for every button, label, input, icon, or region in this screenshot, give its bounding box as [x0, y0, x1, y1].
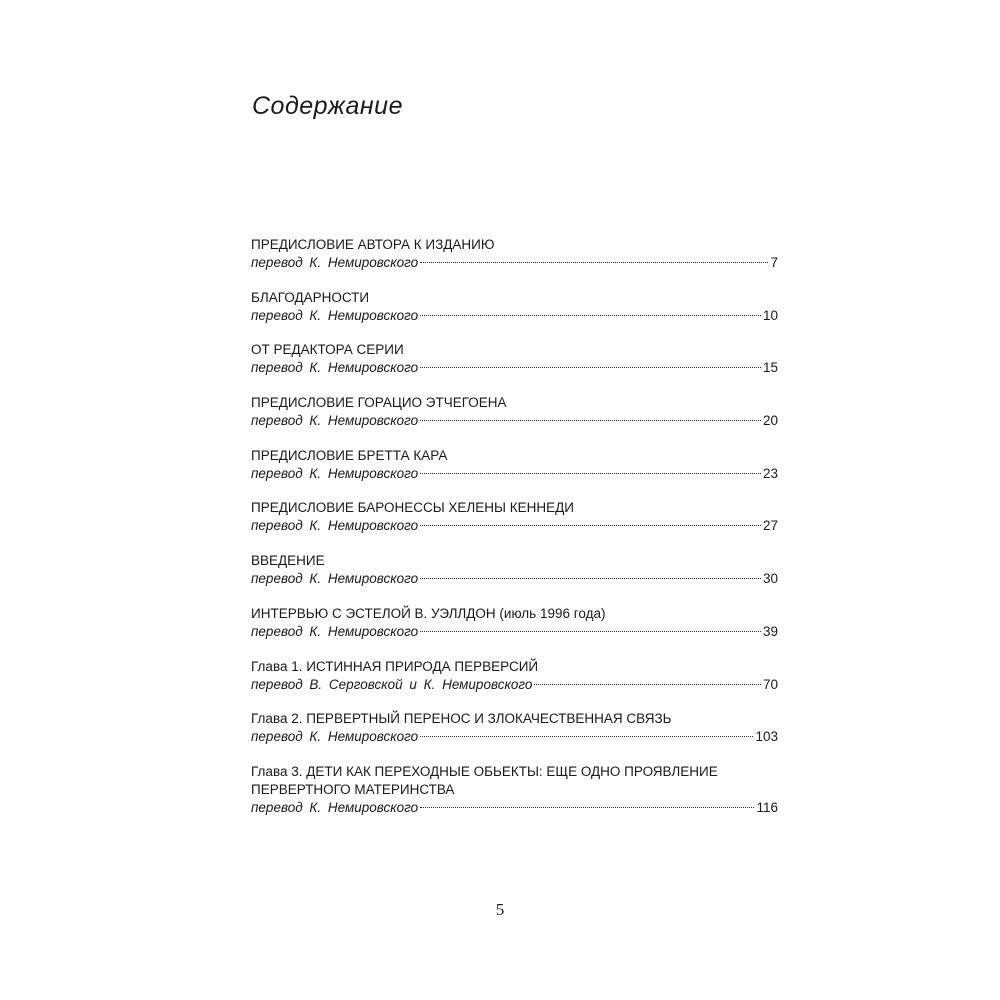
toc-entry	[251, 761, 778, 821]
dot-leader	[420, 473, 761, 474]
dot-leader	[420, 736, 753, 737]
toc-entry	[251, 708, 778, 761]
toc-entry-page: 27	[762, 518, 778, 534]
toc-entry-title: ИНТЕРВЬЮ С ЭСТЕЛОЙ В. УЭЛЛДОН (июль 1996 года)	[251, 605, 606, 621]
dot-leader	[534, 684, 761, 685]
toc-entry-row	[251, 570, 778, 588]
toc-entry-title: Глава 1. ИСТИННАЯ ПРИРОДА ПЕРВЕРСИЙ	[251, 658, 539, 674]
toc-entry-title: ПРЕДИСЛОВИЕ БРЕТТА КАРА	[251, 447, 448, 463]
dot-leader	[420, 262, 768, 263]
toc-entry-translator: перевод К. Немировского	[251, 623, 419, 639]
toc-entry-page: 10	[762, 307, 778, 323]
toc-entry-page: 39	[762, 623, 778, 639]
toc-entry-row	[251, 623, 778, 641]
dot-leader	[420, 315, 761, 316]
dot-leader	[420, 631, 761, 632]
toc-entry-title: ОТ РЕДАКТОРА СЕРИИ	[251, 342, 404, 358]
toc-entry-page: 103	[755, 729, 778, 745]
toc-entry-title: БЛАГОДАРНОСТИ	[251, 289, 370, 305]
toc-entry-translator: перевод К. Немировского	[251, 518, 419, 534]
toc-entry-row	[251, 799, 778, 817]
toc-entry-row	[251, 254, 778, 272]
dot-leader	[420, 807, 754, 808]
table-of-contents	[251, 234, 778, 821]
page-title: Содержание	[252, 92, 403, 120]
toc-entry-translator: перевод В. Серговской и К. Немировского	[251, 676, 533, 692]
toc-entry-row	[251, 728, 778, 746]
toc-entry-translator: перевод К. Немировского	[251, 307, 419, 323]
toc-entry	[251, 550, 778, 603]
toc-entry-title: ПРЕДИСЛОВИЕ АВТОРА К ИЗДАНИЮ	[251, 237, 495, 252]
toc-entry-title: ПРЕДИСЛОВИЕ ГОРАЦИО ЭТЧЕГОЕНА	[251, 395, 507, 411]
toc-entry	[251, 603, 778, 656]
toc-entry	[251, 287, 778, 340]
dot-leader	[420, 367, 761, 368]
toc-entry	[251, 445, 778, 498]
toc-entry-page: 30	[762, 571, 778, 587]
toc-entry-title: ПРЕДИСЛОВИЕ БАРОНЕССЫ ХЕЛЕНЫ КЕННЕДИ	[251, 500, 574, 516]
toc-entry-title-line2: ПЕРВЕРТНОГО МАТЕРИНСТВА	[251, 781, 455, 797]
page-number: 5	[495, 900, 505, 919]
dot-leader	[420, 420, 761, 421]
toc-entry-page: 7	[770, 255, 778, 270]
toc-entry-translator: перевод К. Немировского	[251, 465, 419, 481]
toc-entry	[251, 339, 778, 392]
toc-entry-title: Глава 3. ДЕТИ КАК ПЕРЕХОДНЫЕ ОБЬЕКТЫ: ЕЩЕ ОДНО ПРОЯВЛЕНИЕ	[251, 763, 718, 779]
toc-entry-title: Глава 2. ПЕРВЕРТНЫЙ ПЕРЕНОС И ЗЛОКАЧЕСТВЕННАЯ СВЯЗЬ	[251, 711, 672, 727]
toc-entry-translator: перевод К. Немировского	[251, 571, 419, 587]
toc-entry	[251, 392, 778, 445]
toc-entry	[251, 234, 778, 287]
toc-entry-translator: перевод К. Немировского	[251, 360, 419, 376]
toc-entry-page: 70	[762, 676, 778, 692]
dot-leader	[420, 525, 761, 526]
toc-entry-title: ВВЕДЕНИЕ	[251, 553, 325, 569]
toc-entry	[251, 656, 778, 709]
dot-leader	[420, 578, 761, 579]
toc-entry-page: 23	[762, 465, 778, 481]
toc-entry-translator: перевод К. Немировского	[251, 799, 419, 815]
toc-entry-row	[251, 465, 778, 483]
toc-entry-page: 20	[762, 413, 778, 429]
toc-entry-row	[251, 307, 778, 325]
toc-entry-page: 116	[756, 799, 778, 815]
toc-entry-row	[251, 676, 778, 694]
toc-entry-translator: перевод К. Немировского	[251, 413, 419, 429]
toc-entry-row	[251, 359, 778, 377]
toc-entry-page: 15	[762, 360, 778, 376]
toc-entry	[251, 497, 778, 550]
toc-entry-row	[251, 517, 778, 535]
toc-entry-translator: перевод К. Немировского	[251, 255, 419, 270]
toc-entry-row	[251, 412, 778, 430]
toc-entry-translator: перевод К. Немировского	[251, 729, 419, 745]
